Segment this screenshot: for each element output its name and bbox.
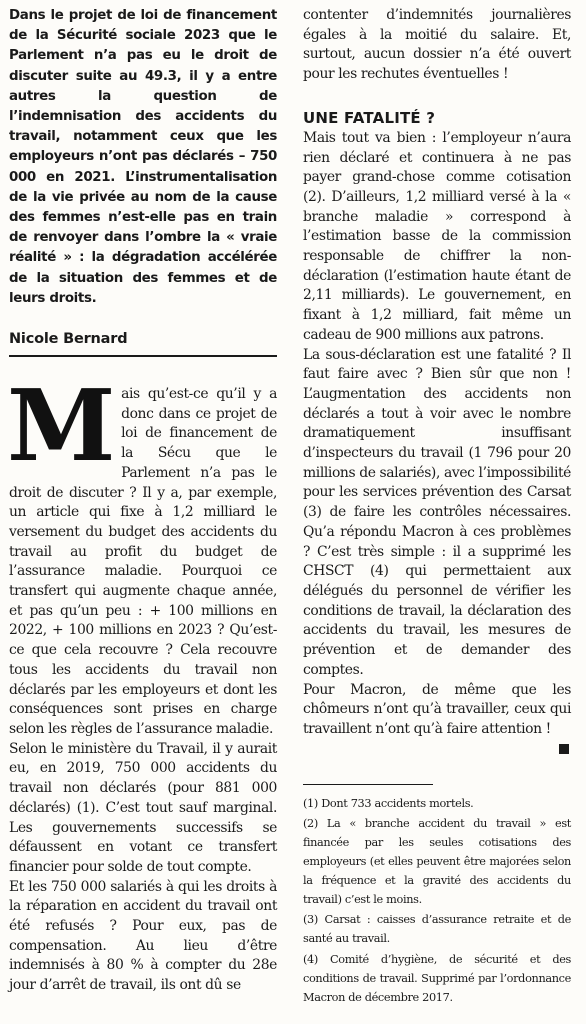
footnote: (3) Carsat : caisses d’assurance retraite et de santé au travail. (303, 913, 571, 946)
body-paragraph: Et les 750 000 salariés à qui les droits à la réparation en accident du travail ont été refusés ? Pour eux, pas de compensation. Au lieu d’être indemnisés à 80 % à compter du 28e jour d’arrêt de travail, ils ont dû se (9, 878, 277, 994)
footnote: (1) Dont 733 accidents mortels. (303, 796, 474, 810)
paragraph-text: ais qu’est-ce qu’il y a donc dans ce projet de loi de financement de la Sécu que le Parlement n’a pas le droit de discuter ? Il y a, par exemple, un article qui fixe à 1,2 milliard le versement du budget des accidents du travail au profit du budget de l’assurance maladie. Pourquoi ce transfert qui augmente chaque année, et pas qu’un peu : + 100 millions en 2022, + 100 millions en 2023 ? Qu’est-ce que cela recouvre ? Cela recouvre tous les accidents du travail non déclarés par les employeurs et dont les conséquences sont prises en charge selon les règles de l’assurance maladie. (9, 386, 277, 737)
body-paragraph: contenter d’indemnités journalières égales à la moitié du salaire. Et, surtout, aucun dossier n’a été ouvert pour les rechutes éventuelles ! (303, 7, 571, 83)
drop-cap: M (7, 369, 116, 485)
author-byline: Nicole Bernard (9, 331, 277, 357)
article-lead: Dans le projet de loi de financement de la Sécurité sociale 2023 que le Parlement n’a pas eu le droit de discuter suite au 49.3, il y a entre autres la question de l’indemnisation des accidents du travail, notamment ceux que les employeurs n’ont pas déclarés – 750 000 en 2021. L’instrumentalisation de la vie privée au nom de la cause des femmes n’est-elle pas en train de renvoyer dans l’ombre la « vraie réalité » : la dégradation accélérée de la situation des femmes et de leurs droits. (9, 8, 277, 306)
notes-divider (303, 784, 433, 785)
body-paragraph (7, 369, 277, 740)
body-paragraph: La sous-déclaration est une fatalité ? Il faut faire avec ? Bien sûr que non ! L’augmentation des accidents non déclarés a tout à voir avec le nombre dramatiquement insuffisant d’inspecteurs du travail (1 796 pour 20 millions de salariés), avec l’impossibilité pour les services prévention des Carsat (3) de faire les contrôles nécessaires. Qu’a répondu Macron à ces problèmes ? C’est très simple : il a supprimé les CHSCT (4) qui permettaient aux délégués du personnel de vérifier les conditions de travail, la déclaration des accidents du travail, les mesures de prévention et de demander des comptes. (303, 346, 571, 678)
body-paragraph: Selon le ministère du Travail, il y aurait eu, en 2019, 750 000 accidents du travail non déclarés (pour 881 000 déclarés) (1). C’est tout sauf marginal. Les gouvernements successifs se défaussent en votant ce transfert financier pour solde de tout compte. (9, 740, 277, 875)
left-column (9, 6, 277, 996)
body-paragraph: Mais tout va bien : l’employeur n’aura rien déclaré et continuera à ne pas payer grand-chose comme cotisation (2). D’ailleurs, 1,2 milliard versé à la « branche maladie » correspond à l’estimation basse de la commission responsable de chiffrer la non-déclaration (l’estimation haute étant de 2,11 milliards). Le gouvernement, en fixant à 1,2 milliard, fait même un cadeau de 900 millions aux patrons. (303, 129, 571, 343)
footnote: (2) La « branche accident du travail » est financée par les seules cotisations des employeurs (et elles peuvent être majorées selon la fréquence et la gravité des accidents du travail) c’est le moins. (303, 817, 571, 906)
end-of-article-mark (559, 744, 569, 754)
footnote: (4) Comité d’hygiène, de sécurité et des conditions de travail. Supprimé par l’ordonnance Macron de décembre 2017. (303, 952, 571, 1004)
right-column (303, 6, 571, 1009)
body-paragraph: Pour Macron, de même que les chômeurs n’ont qu’à travailler, ceux qui travaillent n’ont qu’à faire attention ! (303, 681, 571, 737)
section-subheading: UNE FATALITÉ ? (303, 108, 436, 127)
